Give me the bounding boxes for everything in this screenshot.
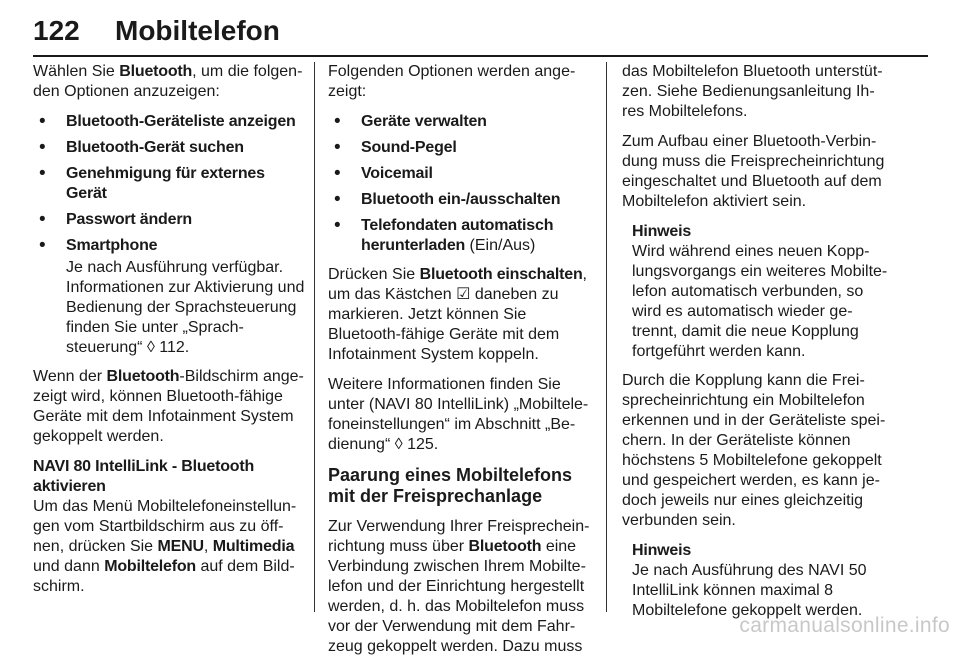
paragraph: das Mobiltelefon Bluetooth unterstützen. Siehe Bedienungsanleitung Ihres Mobiltelefons.	[622, 63, 883, 120]
intro-paragraph: Wählen Sie Bluetooth, um die folgenden Optionen anzuzeigen:	[33, 63, 303, 100]
hint-title: Hinweis	[632, 223, 692, 240]
watermark: carmanualsonline.info	[739, 614, 950, 637]
column-divider-1	[314, 62, 315, 612]
list-item: • Genehmigung für externes Gerät	[33, 164, 305, 204]
paragraph: Zum Aufbau einer Bluetooth-Verbindung muss die Freisprecheinrichtung eingeschaltet und Bluetooth auf dem Mobiltelefon aktiviert sein.	[622, 133, 885, 210]
paragraph: Drücken Sie Bluetooth einschalten, um das Kästchen ☑ daneben zu markieren. Jetzt können Sie Bluetooth-fähige Geräte mit dem Infotainment System koppeln.	[328, 266, 587, 363]
page-number: 122	[33, 15, 80, 46]
paragraph: Wenn der Bluetooth-Bildschirm angezeigt wird, können Bluetooth-fähige Geräte mit dem Infotainment System gekoppelt werden.	[33, 368, 304, 445]
list-item: • Bluetooth-Geräteliste anzeigen	[33, 112, 305, 132]
list-item: • Sound-Pegel	[328, 138, 594, 158]
hint-box	[622, 541, 890, 621]
hint-box	[622, 222, 890, 362]
header-rule	[33, 55, 928, 57]
paragraph: Zur Verwendung Ihrer Freisprecheinrichtung muss über Bluetooth eine Verbindung zwischen Ihrem Mobiltelefon und der Einrichtung hergestellt werden, d. h. das Mobiltelefon muss vor der Verwendung mit dem Fahrzeug gekoppelt werden. Dazu muss	[328, 518, 590, 655]
smartphone-note: Je nach Ausführung verfügbar. Informationen zur Aktivierung und Bedienung der Sprachsteuerung finden Sie unter „Sprachsteuerung“ ◊ 112.	[66, 259, 305, 356]
list-item: • Passwort ändern	[33, 210, 305, 230]
intro-paragraph: Folgenden Optionen werden angezeigt:	[328, 63, 576, 100]
list-item: • Telefondaten automatisch herunterladen (Ein/Aus)	[328, 216, 594, 256]
section-heading: Paarung eines Mobiltelefons mit der Freisprechanlage	[328, 465, 573, 506]
telephone-options-list	[328, 112, 594, 256]
page-title: Mobiltelefon	[115, 15, 280, 46]
list-item: • Bluetooth-Gerät suchen	[33, 138, 305, 158]
list-item: • Smartphone Je nach Ausführung verfügbar. Informationen zur Aktivierung und Bedienung der Sprachsteuerung finden Sie unter „Sprachsteuerung“ ◊ 112.	[33, 236, 305, 358]
section-heading: NAVI 80 IntelliLink - Bluetooth aktivieren	[33, 458, 255, 495]
column-divider-2	[606, 62, 607, 612]
paragraph: Durch die Kopplung kann die Freisprecheinrichtung ein Mobiltelefon erkennen und in der Geräteliste speichern. In der Geräteliste können höchstens 5 Mobiltelefone gekoppelt und gespeichert werden, es kann jedoch jeweils nur eines gleichzeitig verbunden sein.	[622, 372, 886, 529]
column-1	[33, 62, 305, 607]
paragraph: Weitere Informationen finden Sie unter (NAVI 80 IntelliLink) „Mobiltelefoneinstellungen“ im Abschnitt „Bedienung“ ◊ 125.	[328, 376, 589, 453]
bluetooth-options-list	[33, 112, 305, 358]
list-item: • Geräte verwalten	[328, 112, 594, 132]
hint-title: Hinweis	[632, 542, 692, 559]
list-item: • Voicemail	[328, 164, 594, 184]
paragraph: Um das Menü Mobiltelefoneinstellungen vom Startbildschirm aus zu öffnen, drücken Sie MENU, Multimedia und dann Mobiltelefon auf dem Bildschirm.	[33, 498, 297, 595]
column-3	[622, 62, 890, 630]
hint-text: Wird während eines neuen Kopplungsvorgangs ein weiteres Mobiltelefon automatisch verbunden, so wird es automatisch wieder getrennt, damit die neue Kopplung fortgeführt werden kann.	[632, 243, 888, 360]
page-header	[33, 0, 928, 58]
hint-text: Je nach Ausführung des NAVI 50 IntelliLink können maximal 8 Mobiltelefone gekoppelt werden.	[632, 562, 867, 619]
list-item: • Bluetooth ein-/ausschalten	[328, 190, 594, 210]
column-2	[328, 62, 594, 667]
